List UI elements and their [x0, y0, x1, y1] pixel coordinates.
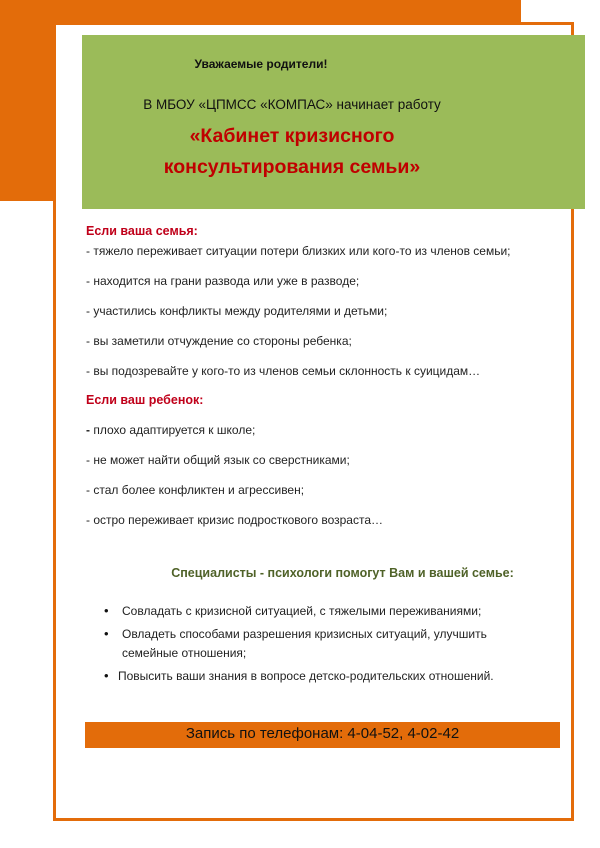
family-item: - вы заметили отчуждение со стороны ребенка; — [86, 334, 352, 348]
family-item: - тяжело переживает ситуации потери близких или кого-то из членов семьи; — [86, 244, 511, 258]
dash-mark: - — [86, 423, 90, 437]
child-item: - не может найти общий язык со сверстниками; — [86, 453, 350, 467]
bullet-item: Овладеть способами разрешения кризисных ситуаций, улучшить — [122, 627, 487, 641]
title-line-2: консультирования семьи» — [163, 156, 421, 178]
bullet-icon: • — [104, 603, 109, 618]
page-title — [82, 121, 502, 183]
bullet-item-continuation: семейные отношения; — [122, 646, 247, 660]
child-item: - стал более конфликтен и агрессивен; — [86, 483, 305, 497]
specialists-heading: Специалисты - психологи помогут Вам и вашей семье: — [171, 566, 514, 580]
bullet-item: Повысить ваши знания в вопросе детско-родительских отношений. — [118, 669, 494, 683]
child-item — [86, 423, 255, 437]
child-item: - остро переживает кризис подросткового возраста… — [86, 513, 383, 527]
family-section-heading: Если ваша семья: — [86, 224, 198, 238]
bullet-icon: • — [104, 626, 109, 641]
greeting: Уважаемые родители! — [194, 57, 328, 71]
child-item-text: плохо адаптируется к школе; — [93, 423, 256, 437]
family-item: - участились конфликты между родителями и детьми; — [86, 304, 388, 318]
family-item: - вы подозревайте у кого-то из членов семьи склонность к суицидам… — [86, 364, 481, 378]
child-section-heading: Если ваш ребенок: — [86, 393, 204, 407]
title-line-1: «Кабинет кризисного — [189, 125, 395, 147]
intro-text: В МБОУ «ЦПМСС «КОМПАС» начинает работу — [143, 97, 441, 112]
bullet-icon: • — [104, 668, 109, 683]
phone-text: Запись по телефонам: 4-04-52, 4-02-42 — [185, 725, 460, 742]
family-item: - находится на грани развода или уже в разводе; — [86, 274, 360, 288]
bullet-item: Совладать с кризисной ситуацией, с тяжелыми переживаниями; — [122, 604, 482, 618]
